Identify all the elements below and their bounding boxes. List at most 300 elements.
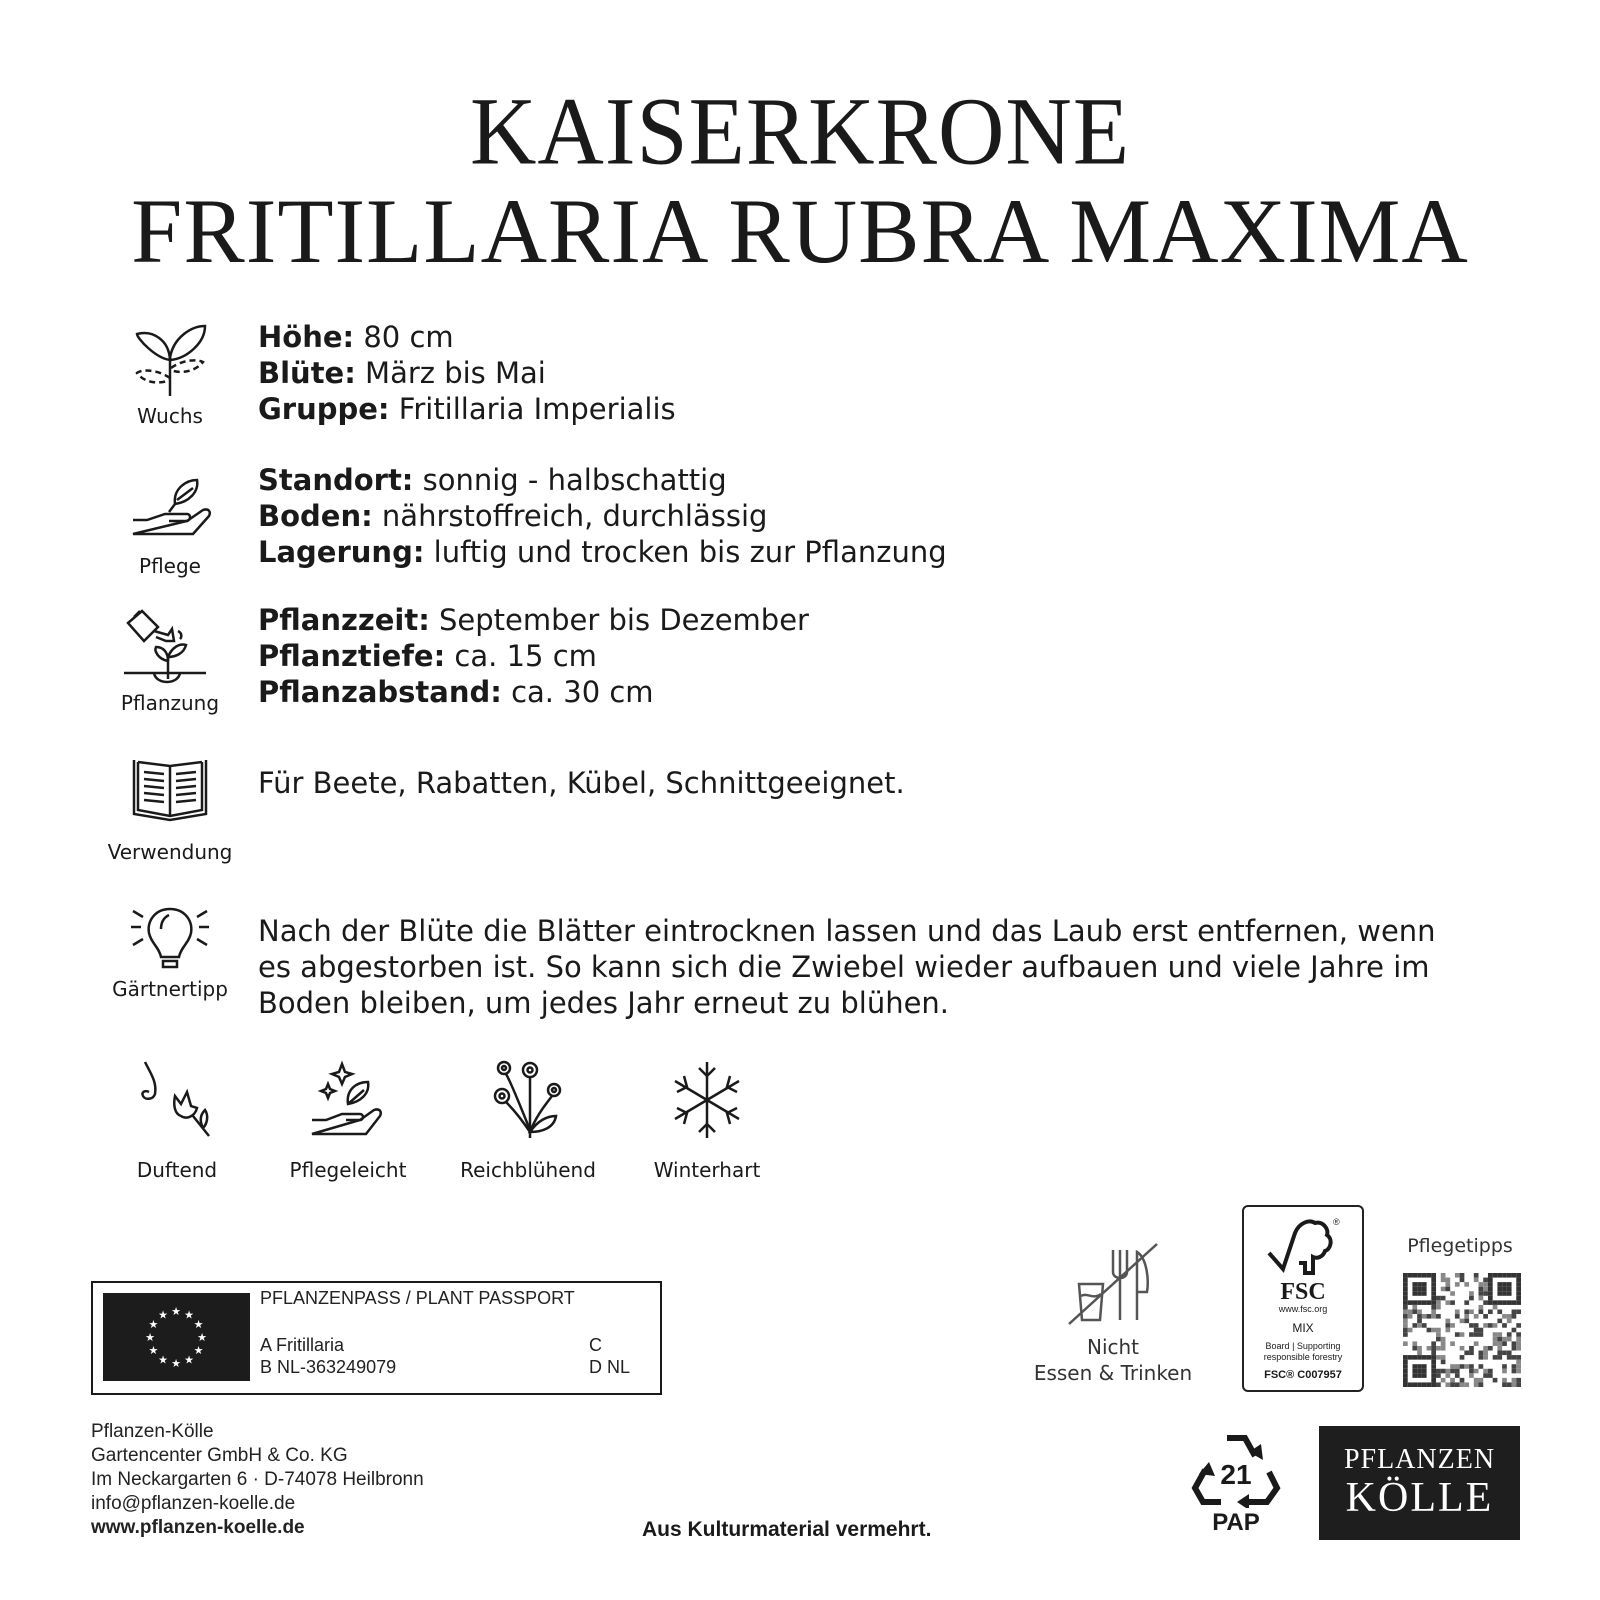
- info-line: [258, 638, 809, 674]
- sprout-icon: [125, 318, 215, 398]
- qr-module: [1507, 1300, 1512, 1305]
- qr-module: [1422, 1373, 1427, 1378]
- qr-module: [1483, 1291, 1488, 1296]
- qr-module: [1417, 1300, 1422, 1305]
- qr-module: [1493, 1378, 1498, 1383]
- qr-module: [1422, 1291, 1427, 1296]
- fsc-code: FSC® C007957: [1264, 1369, 1342, 1381]
- qr-module: [1493, 1300, 1498, 1305]
- qr-module: [1403, 1360, 1408, 1365]
- qr-module: [1479, 1378, 1484, 1383]
- qr-module: [1507, 1337, 1512, 1342]
- section-label: Pflanzung: [120, 691, 220, 715]
- qr-module: [1441, 1369, 1446, 1374]
- qr-module: [1460, 1278, 1465, 1283]
- qr-module: [1469, 1364, 1474, 1369]
- qr-module: [1455, 1369, 1460, 1374]
- info-line: [258, 355, 676, 391]
- qr-module: [1445, 1373, 1450, 1378]
- qr-module: [1412, 1373, 1417, 1378]
- qr-module: [1516, 1346, 1521, 1351]
- title-common-name: KAISERKRONE: [469, 77, 1131, 185]
- info-key: Pflanzzeit:: [258, 603, 430, 637]
- qr-module: [1412, 1369, 1417, 1374]
- recycling-triangle-icon: [1191, 1428, 1281, 1508]
- qr-module: [1516, 1278, 1521, 1283]
- qr-module: [1464, 1309, 1469, 1314]
- qr-module: [1497, 1309, 1502, 1314]
- qr-module: [1412, 1382, 1417, 1387]
- eu-star: ★: [171, 1305, 181, 1318]
- qr-module: [1431, 1291, 1436, 1296]
- qr-module: [1441, 1337, 1446, 1342]
- qr-module: [1436, 1296, 1441, 1301]
- logo-line2: KÖLLE: [1345, 1475, 1494, 1521]
- qr-module: [1417, 1351, 1422, 1356]
- qr-module: [1422, 1323, 1427, 1328]
- qr-module: [1497, 1273, 1502, 1278]
- qr-module: [1460, 1319, 1465, 1324]
- qr-module: [1455, 1382, 1460, 1387]
- qr-module: [1516, 1360, 1521, 1365]
- qr-module: [1455, 1332, 1460, 1337]
- qr-module: [1507, 1382, 1512, 1387]
- qr-module: [1493, 1341, 1498, 1346]
- qr-module: [1422, 1369, 1427, 1374]
- qr-module: [1417, 1309, 1422, 1314]
- qr-module: [1450, 1369, 1455, 1374]
- info-value: luftig und trocken bis zur Pflanzung: [424, 535, 947, 569]
- qr-module: [1488, 1287, 1493, 1292]
- qr-module: [1408, 1382, 1413, 1387]
- qr-module: [1431, 1300, 1436, 1305]
- qr-module: [1445, 1323, 1450, 1328]
- qr-module: [1403, 1309, 1408, 1314]
- qr-module: [1455, 1309, 1460, 1314]
- qr-module: [1403, 1305, 1408, 1310]
- qr-module: [1436, 1369, 1441, 1374]
- flower-bouquet-icon: [488, 1060, 568, 1140]
- qr-module: [1512, 1273, 1517, 1278]
- qr-module: [1460, 1364, 1465, 1369]
- qr-module: [1417, 1364, 1422, 1369]
- qr-module: [1445, 1328, 1450, 1333]
- qr-module: [1412, 1355, 1417, 1360]
- qr-module: [1464, 1319, 1469, 1324]
- qr-module: [1469, 1296, 1474, 1301]
- qr-module: [1436, 1332, 1441, 1337]
- qr-module: [1441, 1346, 1446, 1351]
- feature-reichbluehend: [448, 1060, 608, 1182]
- qr-module: [1469, 1373, 1474, 1378]
- qr-module: [1422, 1314, 1427, 1319]
- qr-module: [1488, 1309, 1493, 1314]
- qr-module: [1516, 1337, 1521, 1342]
- qr-module: [1502, 1378, 1507, 1383]
- info-key: Boden:: [258, 499, 373, 533]
- qr-module: [1417, 1323, 1422, 1328]
- feature-label: Winterhart: [653, 1158, 761, 1182]
- section-verwendung-text: Für Beete, Rabatten, Kübel, Schnittgeeignet.: [258, 766, 905, 800]
- qr-module: [1497, 1300, 1502, 1305]
- section-pflege-icon-block: [95, 478, 245, 578]
- qr-module: [1450, 1378, 1455, 1383]
- qr-module: [1403, 1319, 1408, 1324]
- qr-module: [1455, 1273, 1460, 1278]
- eu-star: ★: [184, 1308, 194, 1322]
- fsc-desc2: responsible forestry: [1263, 1352, 1343, 1362]
- qr-module: [1417, 1382, 1422, 1387]
- qr-module: [1479, 1351, 1484, 1356]
- qr-module: [1497, 1287, 1502, 1292]
- qr-module: [1512, 1369, 1517, 1374]
- eu-star: ★: [184, 1353, 194, 1367]
- qr-module: [1436, 1337, 1441, 1342]
- fsc-url: www.fsc.org: [1278, 1304, 1328, 1314]
- qr-module: [1488, 1369, 1493, 1374]
- qr-module: [1412, 1291, 1417, 1296]
- qr-module: [1403, 1300, 1408, 1305]
- qr-module: [1483, 1369, 1488, 1374]
- qr-module: [1493, 1355, 1498, 1360]
- qr-module: [1431, 1355, 1436, 1360]
- qr-module: [1479, 1305, 1484, 1310]
- qr-module: [1512, 1378, 1517, 1383]
- qr-module: [1455, 1282, 1460, 1287]
- address-email[interactable]: info@pflanzen-koelle.de: [91, 1493, 296, 1514]
- plant-passport: [91, 1281, 662, 1395]
- qr-module: [1488, 1291, 1493, 1296]
- qr-module: [1422, 1364, 1427, 1369]
- fsc-tree-check-icon: [1263, 1213, 1343, 1281]
- qr-module: [1412, 1341, 1417, 1346]
- qr-module: [1479, 1282, 1484, 1287]
- qr-module: [1403, 1291, 1408, 1296]
- qr-module: [1474, 1328, 1479, 1333]
- qr-module: [1469, 1369, 1474, 1374]
- qr-module: [1450, 1323, 1455, 1328]
- info-key: Blüte:: [258, 356, 356, 390]
- qr-module: [1436, 1328, 1441, 1333]
- qr-module: [1436, 1355, 1441, 1360]
- section-wuchs-info: [258, 319, 676, 427]
- qr-module: [1474, 1278, 1479, 1283]
- qr-module: [1427, 1382, 1432, 1387]
- qr-module: [1460, 1378, 1465, 1383]
- qr-module: [1422, 1282, 1427, 1287]
- qr-module: [1493, 1323, 1498, 1328]
- qr-module: [1488, 1346, 1493, 1351]
- qr-module: [1431, 1351, 1436, 1356]
- not-edible-line1: Nicht: [1086, 1335, 1140, 1359]
- qr-module: [1450, 1291, 1455, 1296]
- qr-module: [1512, 1382, 1517, 1387]
- info-key: Standort:: [258, 463, 414, 497]
- info-value: September bis Dezember: [429, 603, 809, 637]
- qr-module: [1497, 1332, 1502, 1337]
- qr-module: [1493, 1337, 1498, 1342]
- eu-star: ★: [193, 1344, 204, 1357]
- qr-module: [1445, 1300, 1450, 1305]
- qr-module: [1408, 1300, 1413, 1305]
- qr-module: [1460, 1382, 1465, 1387]
- qr-module: [1516, 1364, 1521, 1369]
- qr-code[interactable]: [1403, 1273, 1521, 1387]
- fsc-type: MIX: [1292, 1321, 1314, 1335]
- lightbulb-icon: [125, 905, 215, 971]
- qr-module: [1431, 1382, 1436, 1387]
- no-food-drink-icon: [1063, 1240, 1163, 1330]
- info-line: [258, 462, 947, 498]
- qr-module: [1408, 1355, 1413, 1360]
- passport-b: B NL-363249079: [260, 1357, 397, 1377]
- qr-module: [1507, 1287, 1512, 1292]
- info-key: Pflanztiefe:: [258, 639, 446, 673]
- qr-module: [1483, 1300, 1488, 1305]
- qr-module: [1412, 1305, 1417, 1310]
- qr-module: [1479, 1328, 1484, 1333]
- qr-module: [1516, 1332, 1521, 1337]
- qr-module: [1488, 1296, 1493, 1301]
- qr-module: [1516, 1296, 1521, 1301]
- info-line: [258, 602, 809, 638]
- qr-module: [1474, 1382, 1479, 1387]
- section-label: Verwendung: [107, 840, 233, 864]
- qr-module: [1512, 1300, 1517, 1305]
- title-botanical-name: FRITILLARIA RUBRA MAXIMA: [131, 180, 1469, 282]
- qr-module: [1431, 1328, 1436, 1333]
- qr-module: [1450, 1341, 1455, 1346]
- passport-a: A Fritillaria: [260, 1335, 345, 1355]
- qr-module: [1431, 1282, 1436, 1287]
- qr-module: [1412, 1364, 1417, 1369]
- info-line: [258, 674, 809, 710]
- qr-module: [1403, 1364, 1408, 1369]
- logo-line1: PFLANZEN: [1343, 1444, 1496, 1475]
- qr-module: [1507, 1314, 1512, 1319]
- qr-module: [1441, 1341, 1446, 1346]
- qr-module: [1488, 1300, 1493, 1305]
- qr-module: [1422, 1300, 1427, 1305]
- qr-module: [1408, 1273, 1413, 1278]
- feature-label: Reichblühend: [460, 1158, 596, 1182]
- eu-star: ★: [158, 1353, 168, 1367]
- qr-module: [1441, 1273, 1446, 1278]
- qr-module: [1408, 1328, 1413, 1333]
- qr-module: [1403, 1332, 1408, 1337]
- qr-module: [1516, 1323, 1521, 1328]
- qr-module: [1445, 1287, 1450, 1292]
- qr-module: [1469, 1346, 1474, 1351]
- qr-module: [1488, 1278, 1493, 1283]
- qr-module: [1417, 1346, 1422, 1351]
- feature-pflegeleicht: [268, 1060, 428, 1182]
- info-value: 80 cm: [354, 320, 454, 354]
- qr-module: [1474, 1314, 1479, 1319]
- qr-module: [1516, 1369, 1521, 1374]
- info-line: [258, 498, 947, 534]
- qr-module: [1455, 1373, 1460, 1378]
- section-gaertnertipp-icon-block: [95, 905, 245, 1001]
- qr-module: [1502, 1337, 1507, 1342]
- qr-module: [1474, 1369, 1479, 1374]
- qr-module: [1464, 1300, 1469, 1305]
- qr-module: [1479, 1364, 1484, 1369]
- qr-module: [1464, 1382, 1469, 1387]
- qr-module: [1497, 1291, 1502, 1296]
- qr-module: [1403, 1373, 1408, 1378]
- qr-module: [1436, 1314, 1441, 1319]
- qr-module: [1450, 1364, 1455, 1369]
- info-key: Gruppe:: [258, 392, 390, 426]
- qr-module: [1436, 1300, 1441, 1305]
- qr-module: [1502, 1369, 1507, 1374]
- info-key: Lagerung:: [258, 535, 425, 569]
- pflanzen-koelle-logo: [1319, 1426, 1520, 1540]
- qr-module: [1497, 1337, 1502, 1342]
- qr-module: [1403, 1369, 1408, 1374]
- address-line: Gartencenter GmbH & Co. KG: [91, 1445, 348, 1466]
- eu-star: ★: [197, 1331, 207, 1344]
- qr-module: [1488, 1373, 1493, 1378]
- qr-module: [1417, 1355, 1422, 1360]
- qr-module: [1493, 1273, 1498, 1278]
- qr-module: [1497, 1346, 1502, 1351]
- qr-module: [1479, 1309, 1484, 1314]
- qr-module: [1412, 1273, 1417, 1278]
- qr-module: [1436, 1346, 1441, 1351]
- qr-module: [1427, 1355, 1432, 1360]
- fsc-desc1: Board | Supporting: [1265, 1341, 1341, 1351]
- qr-module: [1431, 1278, 1436, 1283]
- qr-module: [1488, 1282, 1493, 1287]
- qr-module: [1412, 1287, 1417, 1292]
- qr-module: [1512, 1346, 1517, 1351]
- qr-module: [1483, 1314, 1488, 1319]
- qr-module: [1460, 1355, 1465, 1360]
- qr-module: [1479, 1332, 1484, 1337]
- qr-module: [1427, 1273, 1432, 1278]
- qr-module: [1497, 1351, 1502, 1356]
- qr-module: [1431, 1341, 1436, 1346]
- qr-module: [1403, 1278, 1408, 1283]
- eu-flag-icon: [103, 1293, 250, 1381]
- qr-module: [1469, 1309, 1474, 1314]
- eu-star: ★: [158, 1308, 168, 1322]
- qr-module: [1479, 1287, 1484, 1292]
- qr-module: [1403, 1273, 1408, 1278]
- qr-module: [1431, 1305, 1436, 1310]
- qr-module: [1507, 1355, 1512, 1360]
- info-key: Höhe:: [258, 320, 355, 354]
- qr-module: [1464, 1364, 1469, 1369]
- eu-star: ★: [193, 1318, 204, 1331]
- qr-module: [1445, 1369, 1450, 1374]
- qr-module: [1502, 1287, 1507, 1292]
- qr-module: [1403, 1314, 1408, 1319]
- qr-module: [1507, 1282, 1512, 1287]
- qr-module: [1516, 1287, 1521, 1292]
- qr-module: [1403, 1341, 1408, 1346]
- qr-module: [1516, 1378, 1521, 1383]
- qr-module: [1441, 1287, 1446, 1292]
- qr-module: [1502, 1341, 1507, 1346]
- snowflake-icon: [667, 1060, 747, 1140]
- qr-module: [1483, 1373, 1488, 1378]
- qr-module: [1512, 1328, 1517, 1333]
- qr-module: [1445, 1278, 1450, 1283]
- qr-module: [1502, 1314, 1507, 1319]
- qr-module: [1474, 1332, 1479, 1337]
- qr-module: [1408, 1309, 1413, 1314]
- qr-module: [1431, 1373, 1436, 1378]
- qr-module: [1483, 1323, 1488, 1328]
- svg-text:®: ®: [1333, 1217, 1340, 1227]
- hand-sparkle-leaf-icon: [308, 1060, 388, 1140]
- qr-module: [1507, 1332, 1512, 1337]
- info-value: März bis Mai: [355, 356, 546, 390]
- address-website[interactable]: www.pflanzen-koelle.de: [91, 1517, 305, 1538]
- info-value: ca. 15 cm: [445, 639, 597, 673]
- qr-module: [1403, 1287, 1408, 1292]
- qr-module: [1417, 1314, 1422, 1319]
- qr-module: [1512, 1314, 1517, 1319]
- passport-d: D NL: [589, 1357, 631, 1377]
- info-value: nährstoffreich, durchlässig: [372, 499, 768, 533]
- qr-module: [1497, 1319, 1502, 1324]
- qr-module: [1460, 1273, 1465, 1278]
- qr-module: [1412, 1282, 1417, 1287]
- qr-module: [1516, 1355, 1521, 1360]
- qr-module: [1445, 1382, 1450, 1387]
- not-edible-notice: [1028, 1240, 1198, 1386]
- qr-module: [1516, 1282, 1521, 1287]
- qr-module: [1450, 1382, 1455, 1387]
- qr-module: [1417, 1369, 1422, 1374]
- recycling-code: PAP: [1212, 1509, 1260, 1536]
- watering-can-icon: [120, 605, 220, 685]
- qr-module: [1512, 1309, 1517, 1314]
- info-line: [258, 391, 676, 427]
- qr-module: [1408, 1314, 1413, 1319]
- qr-module: [1417, 1282, 1422, 1287]
- qr-module: [1436, 1305, 1441, 1310]
- qr-module: [1431, 1346, 1436, 1351]
- qr-module: [1441, 1378, 1446, 1383]
- qr-module: [1474, 1323, 1479, 1328]
- qr-module: [1483, 1282, 1488, 1287]
- qr-module: [1403, 1382, 1408, 1387]
- feature-label: Duftend: [136, 1158, 218, 1182]
- info-value: sonnig - halbschattig: [413, 463, 727, 497]
- section-wuchs-icon-block: [95, 318, 245, 428]
- qr-module: [1479, 1355, 1484, 1360]
- qr-module: [1460, 1332, 1465, 1337]
- nose-flower-icon: [137, 1060, 217, 1140]
- qr-module: [1427, 1300, 1432, 1305]
- qr-module: [1502, 1273, 1507, 1278]
- section-pflanzung-icon-block: [95, 605, 245, 715]
- section-gaertnertipp-text: Nach der Blüte die Blätter eintrocknen lassen und das Laub erst entfernen, wenn es abgestorben ist. So kann sich die Zwiebel wieder aufbauen und viele Jahre im Boden bleiben, um jedes Jahr erneut zu blühen.: [258, 914, 1436, 1020]
- qr-module: [1460, 1346, 1465, 1351]
- qr-module: [1483, 1346, 1488, 1351]
- qr-module: [1497, 1341, 1502, 1346]
- eu-star: ★: [148, 1318, 159, 1331]
- qr-module: [1512, 1341, 1517, 1346]
- qr-module: [1502, 1282, 1507, 1287]
- qr-module: [1441, 1355, 1446, 1360]
- eu-star: ★: [171, 1357, 181, 1370]
